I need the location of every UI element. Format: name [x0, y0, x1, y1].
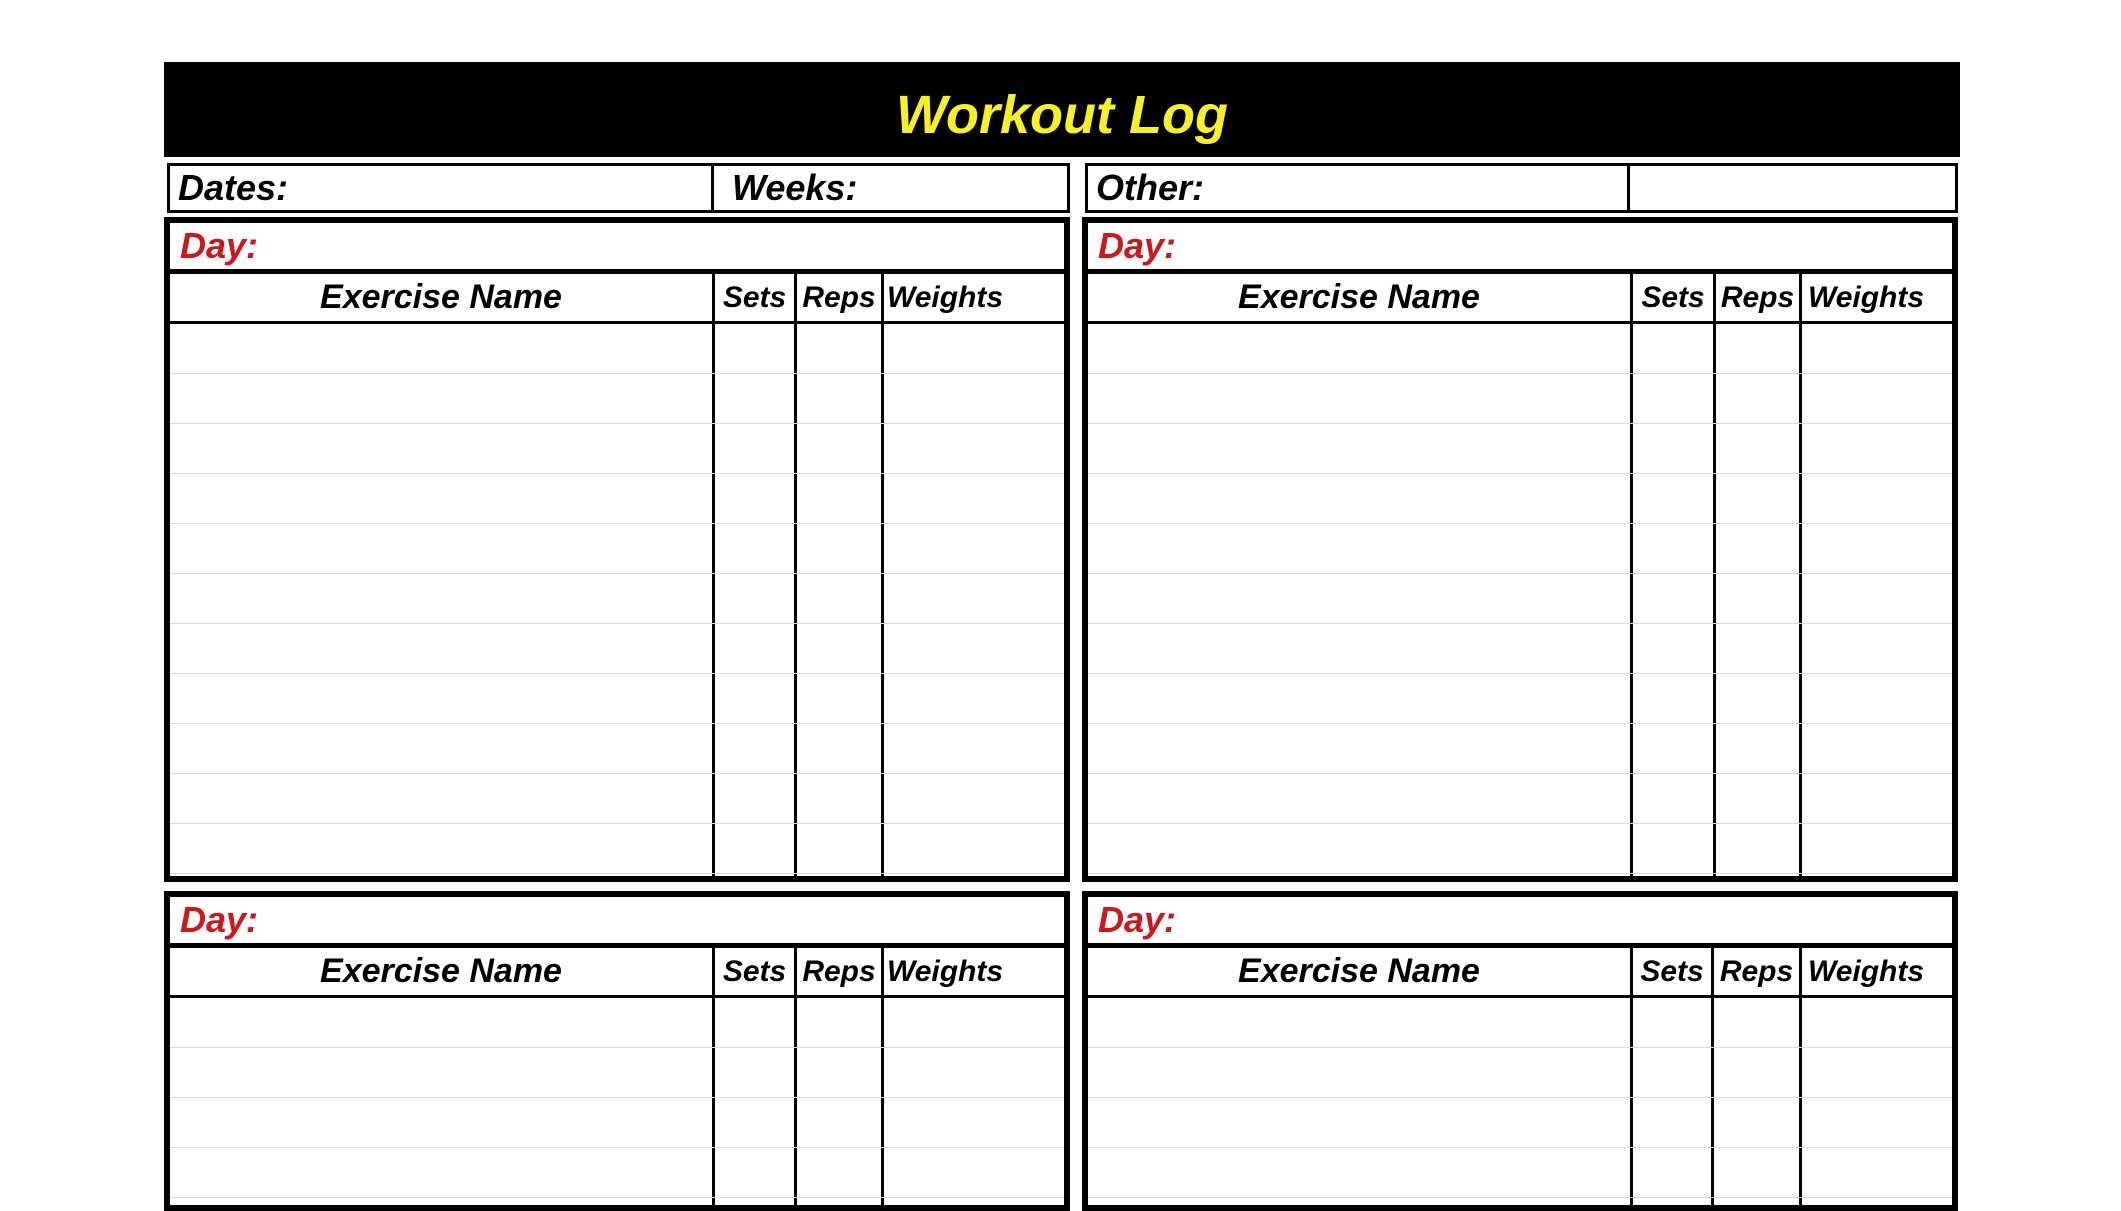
reps-header: Reps — [1720, 280, 1795, 314]
day-row[interactable] — [170, 223, 1064, 274]
row-rule — [1088, 373, 1952, 374]
row-rule — [170, 423, 1064, 424]
weights-header: Weights — [1807, 954, 1925, 988]
other-box — [1085, 163, 1958, 213]
row-rule — [170, 723, 1064, 724]
row-rule — [1088, 773, 1952, 774]
row-rule — [1088, 1197, 1952, 1198]
row-rule — [1088, 873, 1952, 874]
day-row[interactable] — [1088, 223, 1952, 274]
day-label: Day: — [1098, 225, 1177, 266]
row-rule — [1088, 1047, 1952, 1048]
reps-header: Reps — [1719, 954, 1794, 988]
weights-header: Weights — [886, 954, 1004, 988]
row-rule — [170, 673, 1064, 674]
dates-label: Dates: — [178, 167, 289, 208]
row-rule — [170, 1047, 1064, 1048]
column-header-row — [1088, 948, 1952, 998]
exercise-name-header: Exercise Name — [320, 278, 562, 316]
row-rule — [170, 523, 1064, 524]
reps-header: Reps — [802, 280, 876, 314]
day-panel-2 — [1082, 217, 1958, 882]
reps-header: Reps — [802, 954, 876, 988]
column-header-row — [170, 274, 1064, 324]
weeks-label: Weeks: — [732, 167, 858, 208]
row-rule — [170, 1097, 1064, 1098]
day-row[interactable] — [170, 897, 1064, 948]
row-rule — [1088, 1097, 1952, 1098]
weights-header: Weights — [1807, 280, 1925, 314]
row-rule — [170, 773, 1064, 774]
row-rule — [170, 873, 1064, 874]
row-rule — [1088, 823, 1952, 824]
dates-weeks-box — [167, 163, 1070, 213]
row-rule — [1088, 573, 1952, 574]
exercise-name-header: Exercise Name — [1238, 952, 1480, 990]
row-rule — [1088, 1147, 1952, 1148]
sets-header: Sets — [722, 954, 787, 988]
sets-header: Sets — [1640, 954, 1704, 988]
row-rule — [170, 1147, 1064, 1148]
row-rule — [1088, 623, 1952, 624]
exercise-name-header: Exercise Name — [1238, 278, 1480, 316]
sets-header: Sets — [722, 280, 787, 314]
row-rule — [1088, 423, 1952, 424]
page-title: Workout Log — [164, 62, 1960, 157]
day-label: Day: — [180, 899, 259, 940]
weights-header: Weights — [886, 280, 1004, 314]
column-header-row — [1088, 274, 1952, 324]
day-panel-4 — [1082, 891, 1958, 1211]
row-rule — [170, 573, 1064, 574]
sets-header: Sets — [1641, 280, 1705, 314]
row-rule — [170, 1197, 1064, 1198]
row-rule — [170, 473, 1064, 474]
exercise-rows[interactable] — [170, 323, 1064, 876]
day-row[interactable] — [1088, 897, 1952, 948]
exercise-rows[interactable] — [1088, 997, 1952, 1205]
row-rule — [1088, 523, 1952, 524]
row-rule — [170, 373, 1064, 374]
exercise-name-header: Exercise Name — [320, 952, 562, 990]
row-rule — [1088, 723, 1952, 724]
column-header-row — [170, 948, 1064, 998]
row-rule — [170, 623, 1064, 624]
info-divider — [711, 166, 714, 210]
row-rule — [1088, 673, 1952, 674]
day-label: Day: — [1098, 899, 1177, 940]
row-rule — [1088, 473, 1952, 474]
info-divider — [1627, 166, 1630, 210]
row-rule — [170, 823, 1064, 824]
other-label: Other: — [1096, 167, 1204, 208]
day-panel-3 — [164, 891, 1070, 1211]
exercise-rows[interactable] — [1088, 323, 1952, 876]
day-panel-1 — [164, 217, 1070, 882]
exercise-rows[interactable] — [170, 997, 1064, 1205]
day-label: Day: — [180, 225, 259, 266]
